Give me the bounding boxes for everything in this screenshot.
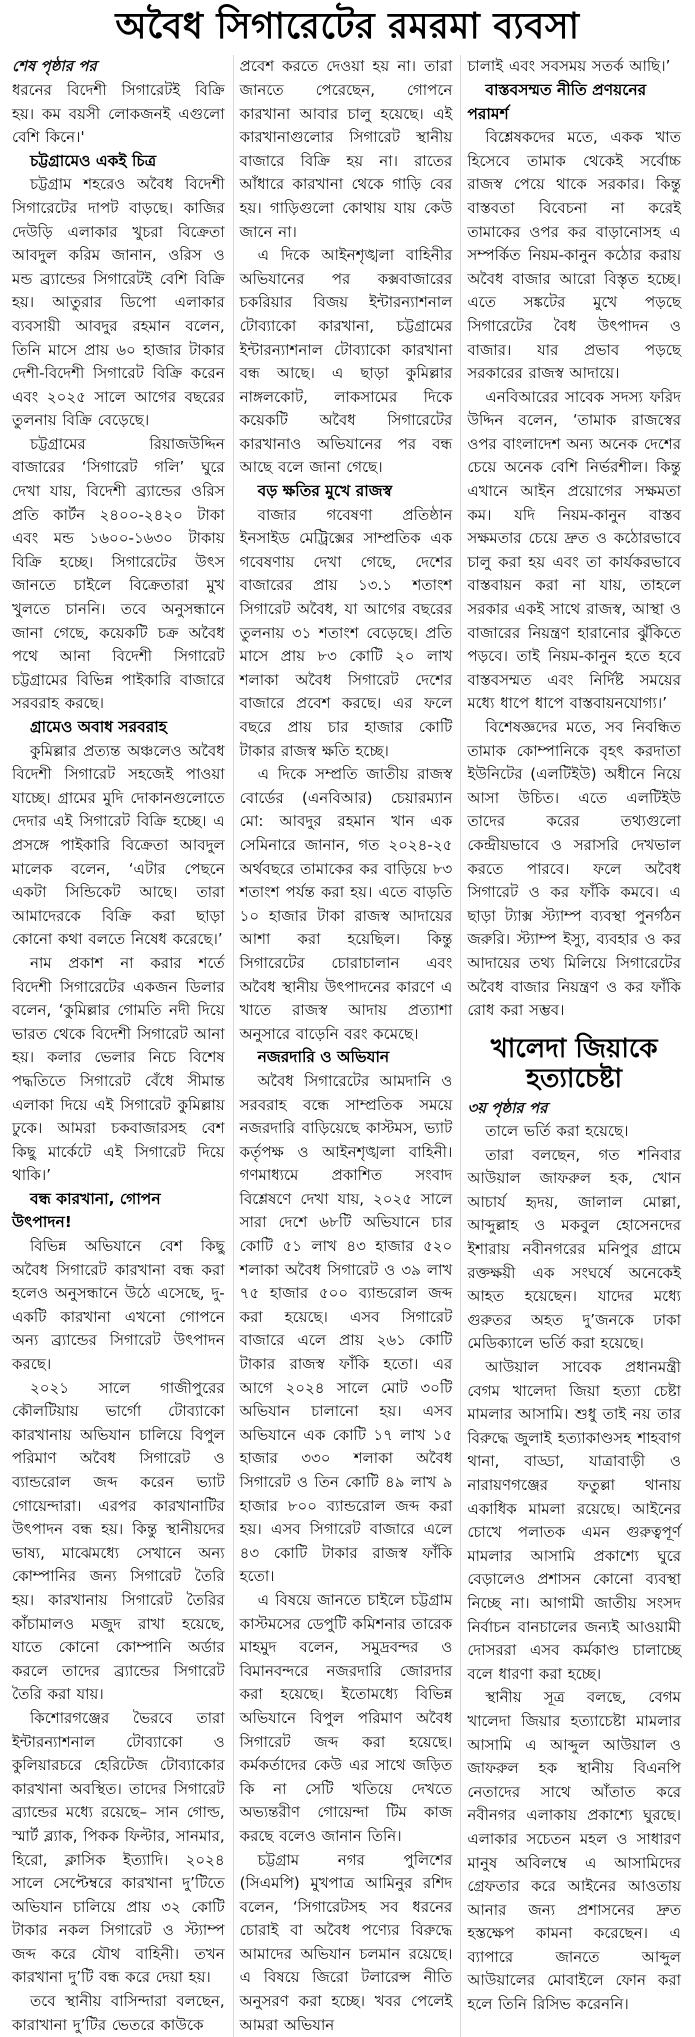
paragraph: এ দিকে সম্প্রতি জাতীয় রাজস্ব বোর্ডের (এনবিআর) চেয়ারম্যান মো: আবদুর রহমান খান এক সেমিনারে জানান, গত ২০২৪-২৫ অর্থবছরে তামাকের কর বাড়িয়ে ৮৩ শতাংশ পর্যন্ত করা হয়। এতে বাড়তি ১০ হাজার টাকা রাজস্ব আদায়ের আশা করা হয়েছিল। কিন্তু সিগারেটের চোরাচালান এবং অবৈধ স্থানীয় উৎপাদনের কারণে এ খাতে রাজস্ব আদায় প্রত্যাশা অনুসারে বাড়েনি বরং কমেছে। xyxy=(239,765,453,1043)
paragraph: বিভিন্ন অভিযানে বেশ কিছু অবৈধ সিগারেট কারখানা বন্ধ করা হলেও অনুসন্ধানে উঠে এসেছে, দু-একটি কারখানা এখনো গোপনে অন্য ব্র্যান্ডের সিগারেট উৎপাদন করছে। xyxy=(12,1237,225,1374)
paragraph: বাজার গবেষণা প্রতিষ্ঠান ইনসাইড মেট্রিক্সের সাম্প্রতিক এক গবেষণায় দেখা গেছে, দেশের বাজারের প্রায় ১৩.১ শতাংশ সিগারেট অবৈধ, যা আগের বছরের তুলনায় ৩১ শতাংশ বেড়েছে। প্রতি মাসে প্রায় ৮৩ কোটি ২০ লাখ শলাকা অবৈধ সিগারেট দেশের বাজারে প্রবেশ করছে। এর ফলে বছরে প্রায় চার হাজার কোটি টাকার রাজস্ব ক্ষতি হচ্ছে। xyxy=(239,505,453,760)
continuation-marker: ৩য় পৃষ্ঠার পর xyxy=(467,1098,548,1117)
article-columns xyxy=(6,55,689,2037)
paragraph: তারা বলছেন, গত শনিবার আউয়াল জাফরুল হক, খোন আচার্য হৃদয়, জালাল মোল্লা, আব্দুল্লাহ ও মকবুল হোসেনদের ইশারায় নবীনগরের মনিপুর গ্রামে রক্তক্ষয়ী এক সংঘর্ষে অনেকেই আহত হয়েছেন। যাদের মধ্যে গুরুতর অহত দু’জনকে ঢাকা মেডিক্যালে ভর্তি করা হয়েছে। xyxy=(467,1145,681,1353)
section-subhead: চট্টগ্রামেও একই চিত্র xyxy=(30,151,157,170)
paragraph: আউয়াল সাবেক প্রধানমন্ত্রী বেগম খালেদা জিয়া হত্যা চেষ্টা মামলার আসামি। শুধু তাই নয় তার বিরুদ্ধে জুলাই হত্যাকাণ্ডসহ শাহবাগ থানা, বাড্ডা, যাত্রাবাড়ী ও নারায়ণগঞ্জের ফতুল্লা থানায় একাধিক মামলা রয়েছে। আইনের চোখে পলাতক এমন গুরুত্বপূর্ণ মামলার আসামি প্রকাশ্যে ঘুরে বেড়ালেও প্রশাসন কোনো ব্যবস্থা নিচ্ছে না। আগামী জাতীয় সংসদ নির্বাচন বানচালের জন্যই আওয়ামী দোসররা এসব কর্মকাণ্ড চালাচ্ছে বলে ধারণা করা হচ্ছে। xyxy=(467,1358,681,1683)
paragraph: এনবিআরের সাবেক সদস্য ফরিদ উদ্দিন বলেন, ‘তামাক রাজস্বের ওপর বাংলাদেশ অন্য অনেক দেশের চেয়ে অনেক বেশি নির্ভরশীল। কিন্তু এখানে আইন প্রয়োগের সক্ষমতা কম। যদি নিয়ম-কানুন বাস্তব সক্ষমতার চেয়ে দ্রুত ও কঠোরভাবে চালু করা হয় এবং তা কার্যকরভাবে বাস্তবায়ন করা না যায়, তাহলে সরকার একই সাথে রাজস্ব, আস্থা ও বাজারের নিয়ন্ত্রণ হারানোর ঝুঁকিতে পড়বে। তাই নিয়ম-কানুন হতে হবে বাস্তবসম্মত এবং নির্দিষ্ট সময়ের মধ্যে ধাপে ধাপে বাস্তবায়নযোগ্য।’ xyxy=(467,387,681,713)
paragraph: কিশোরগঞ্জের ভৈরবে তারা ইন্টারন্যাশনাল টোব্যাকো ও কুলিয়ারচরে হেরিটেজ টোব্যাকোর কারখানা অবস্থিত। তাদের সিগারেট ব্র্যান্ডের মধ্যে রয়েছে– সান গোল্ড, স্মার্ট ব্ল্যাক, পিকক ফিল্টার, সানমার, হিরো, ক্লাসিক ইত্যাদি। ২০২৪ সালে সেপ্টেম্বরে কারখানা দু’টিতে অভিযান চালিয়ে প্রায় ৩২ কোটি টাকার নকল সিগারেট ও স্ট্যাম্প জব্দ করে যৌথ বাহিনী। তখন কারখানা দু’টি বন্ধ করে দেয়া হয়। xyxy=(12,1708,225,1987)
second-article-headline: খালেদা জিয়াকে হত্যাচেষ্টা xyxy=(490,1033,658,1094)
paragraph: কুমিল্লার প্রত্যন্ত অঞ্চলেও অবৈধ বিদেশী সিগারেট সহজেই পাওয়া যাচ্ছে। গ্রামের মুদি দোকানগুলোতে দেদার এই সিগারেট বিক্রি হচ্ছে। এ প্রসঙ্গে পাইকারি বিক্রেতা আবদুল মালেক বলেন, ‘এটার পেছনে একটা সিন্ডিকেট আছে। তারা আমাদেরকে বিক্রি করা ছাড়া কোনো কথা বলতে নিষেধ করেছে।’ xyxy=(12,741,225,949)
paragraph: অবৈধ সিগারেটের আমদানি ও সরবরাহ বন্ধে সাম্প্রতিক সময়ে নজরদারি বাড়িয়েছে কাস্টমস, ভ্যাট কর্তৃপক্ষ ও আইনশৃঙ্খলা বাহিনী। গণমাধ্যমে প্রকাশিত সংবাদ বিশ্লেষণে দেখা যায়, ২০২৫ সালে সারা দেশে ৬৮টি অভিযানে চার কোটি ৫১ লাখ ৪৩ হাজার ৫২০ শলাকা অবৈধ সিগারেট ও ৩৯ লাখ ৭৫ হাজার ৫০০ ব্যান্ডরোল জব্দ করা হয়েছে। এসব সিগারেট বাজারে এলে প্রায় ২৬১ কোটি টাকার রাজস্ব ফাঁকি হতো। এর আগে ২০২৪ সালে মোট ৩০টি অভিযান চালানো হয়। এসব অভিযানে এক কোটি ১৭ লাখ ১৫ হাজার ৩৩০ শলাকা অবৈধ সিগারেট ও তিন কোটি ৪৯ লাখ ৯ হাজার ৮০০ ব্যান্ডরোল জব্দ করা হয়। এসব সিগারেট বাজারে এলে ৪৩ কোটি টাকার রাজস্ব ফাঁকি হতো। xyxy=(239,1071,453,1586)
continuation-marker: শেষ পৃষ্ঠার পর xyxy=(12,57,97,76)
section-subhead: বড় ক্ষতির মুখে রাজস্ব xyxy=(257,482,393,501)
paragraph: এ দিকে আইনশৃঙ্খলা বাহিনীর অভিযানের পর কক্সবাজারের চকরিয়ার বিজয় ইন্টারন্যাশনাল টোব্যাকো কারখানা, চট্টগ্রামের ইন্টারন্যাশনাল টোব্যাকো কারখানা বন্ধ আছে। এ ছাড়া কুমিল্লার নাঙ্গলকোট, লাকসামের দিকে কয়েকটি অবৈধ সিগারেটের কারখানাও অভিযানের পর বন্ধ আছে বলে জানা গেছে। xyxy=(239,246,453,477)
paragraph: বিশ্লেষকদের মতে, একক খাত হিসেবে তামাক থেকেই সর্বোচ্চ রাজস্ব পেয়ে থাকে সরকার। কিন্তু বাস্তবতা বিবেচনা না করেই তামাকের ওপর কর বাড়ানোসহ এ সম্পর্কিত নিয়ম-কানুন কঠোর করায় অবৈধ বাজার আরো বিস্তৃত হচ্ছে। এতে সঙ্কটের মুখে পড়ছে সিগারেটের বৈধ উৎপাদন ও বাজার। যার প্রভাব পড়ছে সরকারের রাজস্ব আদায়ে। xyxy=(467,128,681,383)
section-subhead: গ্রামেও অবাধ সরবরাহ xyxy=(30,718,167,737)
section-subhead: বন্ধ কারখানা, গোপন উৎপাদন! xyxy=(12,1189,161,1232)
paragraph: ২০২১ সালে গাজীপুরের কৌলটিয়ায় ভার্গো টোব্যাকো কারখানায় অভিযান চালিয়ে বিপুল পরিমাণ অবৈধ সিগারেট ও ব্যান্ডরোল জব্দ করেন ভ্যাট গোয়েন্দারা। এরপর কারখানাটির উৎপাদন বন্ধ হয়। কিন্তু স্থানীয়দের ভাষ্য, মাঝেমধ্যে সেখানে অন্য কোম্পানির জন্য সিগারেট তৈরি হয়। কারখানায় সিগারেট তৈরির কাঁচামালও মজুদ রাখা হয়েছে, যাতে কোনো কোম্পানি অর্ডার করলে তাদের ব্র্যান্ডের সিগারেট তৈরি করা যায়। xyxy=(12,1378,225,1704)
paragraph: তবে স্থানীয় বাসিন্দারা বলছেন, কারাখানা দু’টির ভেতরে কাউকে xyxy=(12,1992,225,2034)
paragraph: চট্টগ্রাম শহরেও অবৈধ বিদেশী সিগারেটের দাপট বাড়ছে। কাজির দেউড়ি এলাকার খুচরা বিক্রেতা আবদুল করিম জানান, ওরিস ও মন্ড ব্র্যান্ডের সিগারেটই বেশি বিক্রি হয়। আতুরার ডিপো এলাকার ব্যবসায়ী আবদুর রহমান বলেন, তিনি মাসে প্রায় ৬০ হাজার টাকার দেশী-বিদেশী সিগারেট বিক্রি করেন এবং ২০২৫ সালে আগের বছরের তুলনায় বিক্রি বেড়েছে। xyxy=(12,175,225,430)
column-3 xyxy=(461,55,689,2037)
paragraph: প্রবেশ করতে দেওয়া হয় না। তারা জানতে পেরেছেন, গোপনে কারখানা আবার চালু হয়েছে। এই কারখানাগুলোর সিগারেট স্থানীয় বাজারে বিক্রি হয় না। রাতের আঁধারে কারখানা থেকে গাড়ি বের হয়। গাড়িগুলো কোথায় যায় কেউ জানে না। xyxy=(239,57,453,241)
paragraph: বিশেষজ্ঞদের মতে, সব নিবন্ধিত তামাক কোম্পানিকে বৃহৎ করদাতা ইউনিটের (এলটিইউ) অধীনে নিয়ে আসা উচিত। এতে এলটিইউ তাদের করের তথ্যগুলো কেন্দ্রীয়ভাবে ও সরাসরি দেখভাল করতে পারবে। ফলে অবৈধ সিগারেট ও কর ফাঁকি কমবে। এ ছাড়া ট্যাক্স স্ট্যাম্প ব্যবস্থা পুনর্গঠন জরুরি। স্ট্যাম্প ইস্যু, ব্যবহার ও কর আদায়ের তথ্য মিলিয়ে সিগারেটের অবৈধ বাজার নিয়ন্ত্রণ ও কর ফাঁকি রোধ করা সম্ভব। xyxy=(467,718,681,1020)
paragraph: স্থানীয় সূত্র বলছে, বেগম খালেদা জিয়ার হত্যাচেষ্টা মামলার আসামি এ আব্দুল আউয়াল ও জাফরুল হক স্থানীয় বিএনপি নেতাদের সাথে আঁতাত করে নবীনগর এলাকায় প্রকাশ্যে ঘুরছে। এলাকার সচেতন মহল ও সাধারণ মানুষ অবিলম্বে এ আসামিদের গ্রেফতার করে আইনের আওতায় আনার জন্য প্রশাসনের দ্রুত হস্তক্ষেপ কামনা করেছেন। এ ব্যাপারে জানতে আব্দুল আউয়ালের মোবাইলে ফোন করা হলে তিনি রিসিভ করেননি। xyxy=(467,1688,681,2014)
paragraph: এ বিষয়ে জানতে চাইলে চট্টগ্রাম কাস্টমসের ডেপুটি কমিশনার তারেক মাহমুদ বলেন, সমুদ্রবন্দর ও বিমানবন্দরে নজরদারি জোরদার করা হয়েছে। ইতোমধ্যে বিভিন্ন অভিযানে বিপুল পরিমাণ অবৈধ সিগারেট জব্দ করা হয়েছে। কর্মকর্তাদের কেউ এর সাথে জড়িত কি না সেটি খতিয়ে দেখতে অভ্যন্তরীণ গোয়েন্দা টিম কাজ করছে বলেও জানান তিনি। xyxy=(239,1590,453,1845)
paragraph: চট্টগ্রাম নগর পুলিশের (সিএমপি) মুখপাত্র আমিনুর রশিদ বলেন, ‘সিগারেটসহ সব ধরনের চোরাই বা অবৈধ পণ্যের বিরুদ্ধে আমাদের অভিযান চলমান রয়েছে। এ বিষয়ে জিরো টলারেন্স নীতি অনুসরণ করা হচ্ছে। খবর পেলেই আমরা অভিযান xyxy=(239,1850,453,2034)
section-subhead: বাস্তবসম্মত নীতি প্রণয়নের পরামর্শ xyxy=(467,80,647,123)
paragraph: নাম প্রকাশ না করার শর্তে বিদেশী সিগারেটের একজন ডিলার বলেন, ‘কুমিল্লার গোমতি নদী দিয়ে ভারত থেকে বিদেশী সিগারেট আনা হয়। কলার ভেলার নিচে বিশেষ পদ্ধতিতে সিগারেট বেঁধে সীমান্ত এলাকা দিয়ে এই সিগারেট কুমিল্লায় ঢুকে। আমরা চকবাজারসহ বেশ কিছু মার্কেটে এই সিগারেট দিয়ে থাকি।’ xyxy=(12,953,225,1185)
section-subhead: নজরদারি ও অভিযান xyxy=(257,1048,390,1067)
paragraph: তালে ভর্তি করা হয়েছে। xyxy=(485,1122,629,1141)
paragraph: চট্টগ্রামের রিয়াজউদ্দিন বাজারের ‘সিগারেট গলি’ ঘুরে দেখা যায়, বিদেশী ব্র্যান্ডের ওরিস প্রতি কার্টন ২৪০০-২৪২০ টাকা এবং মন্ড ১৬০০-১৬৩০ টাকায় বিক্রি হচ্ছে। সিগারেটের উৎস জানতে চাইলে বিক্রেতারা মুখ খুলতে চাননি। তবে অনুসন্ধানে জানা গেছে, কয়েকটি চক্র অবৈধ পথে আনা বিদেশী সিগারেট চট্টগ্রামের বিভিন্ন পাইকারি বাজারে সরবরাহ করছে। xyxy=(12,434,225,713)
column-2 xyxy=(234,55,462,2037)
main-article-headline: অবৈধ সিগারেটের রমরমা ব্যবসা xyxy=(115,6,580,47)
paragraph: ধরনের বিদেশী সিগারেটই বিক্রি হয়। কম বয়সী লোকজনই এগুলো বেশি কিনে।' xyxy=(12,80,225,147)
column-1 xyxy=(6,55,234,2037)
paragraph: চালাই এবং সবসময় সতর্ক আছি।’ xyxy=(467,57,671,76)
